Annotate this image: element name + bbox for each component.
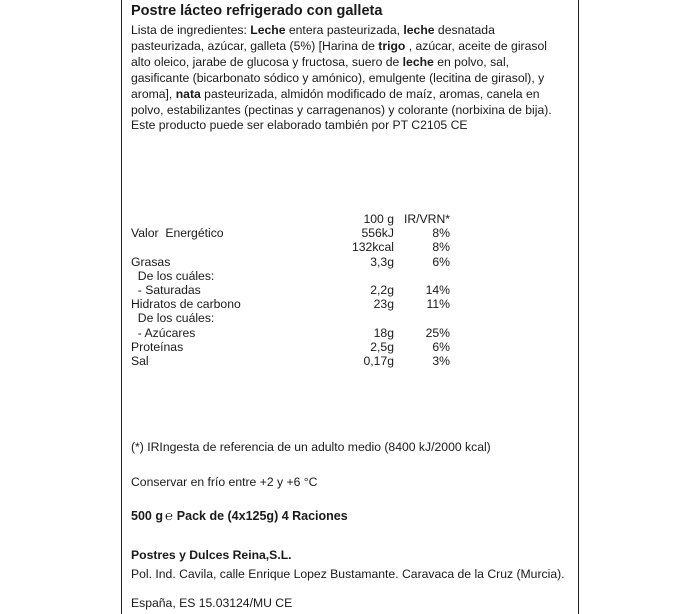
- nutrient-name: De los cuáles:: [131, 268, 215, 283]
- ingredients-text: Lista de ingredientes:: [131, 23, 251, 37]
- nutrient-percent: 14%: [425, 282, 450, 297]
- allergen-highlight: trigo: [378, 39, 406, 53]
- product-title: Postre lácteo refrigerado con galleta: [131, 3, 383, 19]
- ingredients-text: en polvo, sal, gasificante (bicarbonato sódico y amónico), emulgente (lecitina de girasol), y aroma],: [131, 55, 545, 101]
- company-address: Pol. Ind. Cavila, calle Enrique Lopez Bustamante. Caravaca de la Cruz (Murcia).: [131, 567, 565, 581]
- pack-description: Pack de (4x125g) 4 Raciones: [176, 509, 348, 523]
- nutrient-name: Grasas: [131, 254, 171, 269]
- nutrition-table: [131, 212, 461, 368]
- storage-instructions: Conservar en frío entre +2 y +6 °C: [131, 475, 318, 489]
- nutrient-percent: 6%: [432, 339, 450, 354]
- nutrition-row: [131, 283, 461, 297]
- nutrient-value: 132kcal: [351, 240, 394, 255]
- nutrition-row: [131, 354, 461, 368]
- nutrition-row: [131, 255, 461, 269]
- nutrient-name: - Azúcares: [131, 325, 196, 340]
- footnote: (*) IRIngesta de referencia de un adulto medio (8400 kJ/2000 kcal): [131, 440, 491, 454]
- nutrition-header: [131, 212, 461, 226]
- nutrient-value: 2,2g: [370, 282, 394, 297]
- ingredients-text: entera pasteurizada,: [285, 23, 404, 37]
- allergen-highlight: leche: [402, 55, 434, 69]
- nutrition-row: [131, 226, 461, 240]
- nutrient-name: Proteínas: [131, 339, 184, 354]
- pack-info: [131, 508, 348, 523]
- nutrition-row: [131, 326, 461, 340]
- alt-production-note: Este producto puede ser elaborado también por PT C2105 CE: [131, 118, 468, 132]
- nutrition-row: [131, 269, 461, 283]
- net-weight: 500 g: [131, 509, 163, 523]
- nutrient-value: 556kJ: [361, 226, 394, 241]
- nutrient-value: 0,17g: [363, 353, 394, 368]
- nutrient-percent: 3%: [432, 353, 450, 368]
- nutrition-row: [131, 311, 461, 325]
- nutrition-row: [131, 240, 461, 254]
- estimated-sign-icon: ℮: [164, 508, 173, 523]
- ingredients-list: [131, 22, 569, 118]
- ingredients-text: desnatada pasteurizada, azúcar, galleta (5%) [Harina de: [131, 23, 495, 53]
- origin-code: España, ES 15.03124/MU CE: [131, 596, 293, 610]
- nutrient-value: 18g: [373, 325, 394, 340]
- nutrient-percent: 8%: [432, 240, 450, 255]
- allergen-highlight: nata: [175, 87, 201, 101]
- nutrient-name: De los cuáles:: [131, 311, 215, 326]
- nutrition-row: [131, 297, 461, 311]
- nutrition-header-per: 100 g: [363, 212, 394, 226]
- ingredients-text: pasteurizada, almidón modificado de maíz, aromas, canela en polvo, estabilizantes (pectinas y carragenanos) y colorante (norbixina de bija).: [131, 87, 552, 117]
- nutrient-name: Sal: [131, 353, 149, 368]
- company-name: Postres y Dulces Reina,S.L.: [131, 548, 292, 562]
- nutrient-percent: 6%: [432, 254, 450, 269]
- nutrient-percent: 25%: [425, 325, 450, 340]
- allergen-highlight: Leche: [250, 23, 286, 37]
- nutrient-percent: 11%: [426, 297, 450, 312]
- nutrition-header-ir: IR/VRN*: [403, 212, 450, 226]
- allergen-highlight: leche: [403, 23, 435, 37]
- nutrient-value: 2,5g: [370, 339, 394, 354]
- nutrient-percent: 8%: [432, 226, 450, 241]
- nutrient-name: Hidratos de carbono: [131, 297, 241, 312]
- nutrition-row: [131, 340, 461, 354]
- nutrient-value: 23g: [373, 297, 394, 312]
- nutrient-value: 3,3g: [370, 254, 394, 269]
- ingredients-text: , azúcar, aceite de girasol alto oleico, jarabe de glucosa y fructosa, suero de: [131, 39, 547, 69]
- nutrient-name: Valor Energético: [131, 226, 224, 241]
- nutrient-name: - Saturadas: [131, 282, 201, 297]
